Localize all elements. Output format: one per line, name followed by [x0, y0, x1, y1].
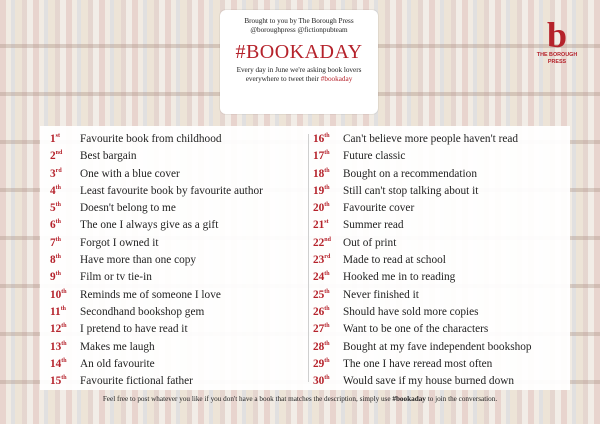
day-suffix: th — [324, 133, 330, 139]
day-suffix: th — [61, 340, 67, 347]
day-number-value: 18 — [313, 167, 325, 180]
day-number — [313, 202, 343, 214]
day-prompt: Makes me laugh — [80, 340, 155, 353]
day-prompt: Out of print — [343, 236, 397, 249]
day-row — [313, 323, 568, 340]
day-number-value: 25 — [313, 288, 325, 301]
day-number — [50, 341, 80, 353]
footer-suffix: to join the conversation. — [427, 395, 498, 403]
day-suffix: th — [324, 288, 330, 295]
day-prompt: Favourite fictional father — [80, 375, 193, 388]
day-suffix: th — [55, 219, 61, 226]
days-list-panel — [40, 126, 570, 390]
day-number-value: 14 — [50, 357, 62, 370]
day-number-value: 27 — [313, 323, 325, 336]
day-number-value: 4 — [50, 184, 56, 197]
day-suffix: th — [324, 357, 330, 364]
day-suffix: th — [61, 375, 67, 382]
day-prompt: Summer read — [343, 219, 404, 232]
day-prompt: Film or tv tie-in — [80, 271, 152, 284]
day-number — [313, 150, 343, 162]
day-number — [50, 358, 80, 370]
day-suffix: th — [60, 305, 67, 312]
column-divider — [308, 134, 309, 382]
header-description — [220, 66, 378, 84]
day-prompt: Secondhand bookshop gem — [80, 305, 205, 318]
day-number-value: 24 — [313, 271, 325, 284]
day-number — [313, 341, 343, 353]
day-prompt: An old favourite — [80, 357, 155, 370]
day-number-value: 19 — [313, 184, 325, 197]
day-number — [313, 133, 343, 145]
day-row — [313, 341, 568, 358]
day-number — [50, 375, 80, 387]
day-number — [313, 358, 343, 370]
day-row — [50, 271, 305, 288]
day-row — [313, 168, 568, 185]
day-prompt: Hooked me in to reading — [343, 271, 456, 284]
borough-press-logo — [532, 15, 582, 66]
logo-line-2: PRESS — [547, 59, 567, 65]
day-number — [50, 271, 80, 283]
day-suffix: rd — [55, 167, 62, 174]
day-number — [50, 289, 80, 301]
day-prompt: The one I always give as a gift — [80, 219, 219, 232]
day-row — [313, 202, 568, 219]
day-row — [50, 323, 305, 340]
day-number-value: 9 — [50, 271, 56, 284]
day-number-value: 15 — [50, 375, 62, 388]
day-row — [50, 254, 305, 271]
footer-prefix: Feel free to post whatever you like if you don't have a book that matches the description, simply use — [102, 395, 391, 403]
logo-letter: b — [546, 15, 568, 55]
day-row — [50, 237, 305, 254]
page-title: #BOOKADAY — [235, 41, 363, 63]
day-suffix: th — [324, 271, 330, 278]
desc-line-2 — [220, 75, 378, 84]
day-prompt: Can't believe more people haven't read — [343, 133, 519, 145]
day-number — [313, 323, 343, 335]
day-prompt: Have more than one copy — [80, 254, 197, 267]
day-row — [313, 358, 568, 375]
day-suffix: th — [324, 305, 330, 312]
day-prompt: Least favourite book by favourite author — [80, 184, 263, 197]
day-prompt: Future classic — [343, 150, 406, 163]
day-number-value: 20 — [313, 202, 325, 215]
day-number-value: 29 — [313, 357, 325, 370]
days-column-right — [313, 133, 568, 392]
day-suffix: th — [324, 340, 330, 347]
day-number-value: 10 — [50, 288, 62, 301]
day-row — [50, 150, 305, 167]
day-number — [50, 323, 80, 335]
day-prompt: Never finished it — [343, 288, 419, 301]
day-prompt: Best bargain — [80, 150, 137, 163]
brought-by-text: Brought to you by The Borough Press — [244, 17, 354, 25]
day-suffix: th — [61, 357, 67, 364]
day-number — [50, 306, 80, 318]
day-row — [50, 306, 305, 323]
day-row — [50, 341, 305, 358]
day-suffix: th — [55, 202, 61, 209]
desc-hashtag: #bookaday — [320, 75, 353, 83]
day-suffix: th — [61, 288, 67, 295]
day-suffix: th — [324, 167, 330, 174]
day-suffix: st — [324, 219, 329, 226]
day-number-value: 13 — [50, 340, 62, 353]
day-number-value: 23 — [313, 254, 325, 267]
day-number — [313, 375, 343, 387]
day-prompt: Want to be one of the characters — [343, 323, 489, 336]
day-prompt: Still can't stop talking about it — [343, 184, 479, 197]
day-number — [50, 133, 80, 145]
day-number — [50, 254, 80, 266]
day-prompt: Made to read at school — [343, 254, 446, 267]
day-suffix: th — [324, 323, 330, 330]
day-number — [313, 237, 343, 249]
day-row — [50, 168, 305, 185]
day-suffix: th — [55, 236, 61, 243]
day-row — [50, 185, 305, 202]
day-number — [313, 219, 343, 231]
desc-line-1: Every day in June we're asking book lovers — [236, 66, 362, 74]
day-number-value: 21 — [313, 219, 325, 232]
logo-line-1: THE BOROUGH — [536, 52, 578, 58]
day-prompt: Doesn't belong to me — [80, 202, 176, 215]
day-number — [50, 185, 80, 197]
day-row — [313, 150, 568, 167]
day-number — [313, 271, 343, 283]
day-number-value: 11 — [50, 305, 61, 318]
day-prompt: I pretend to have read it — [80, 323, 188, 336]
day-number-value: 26 — [313, 305, 325, 318]
day-row — [313, 289, 568, 306]
day-row — [313, 133, 568, 150]
day-number — [313, 289, 343, 301]
day-number-value: 8 — [50, 254, 56, 267]
day-prompt: Should have sold more copies — [343, 305, 479, 318]
day-number — [313, 185, 343, 197]
day-number — [50, 150, 80, 162]
day-number-value: 17 — [313, 150, 325, 163]
day-prompt: One with a blue cover — [80, 167, 180, 180]
day-suffix: th — [55, 184, 61, 191]
day-number-value: 28 — [313, 340, 325, 353]
day-suffix: th — [55, 271, 61, 278]
day-prompt: Forgot I owned it — [80, 236, 159, 249]
day-row — [313, 306, 568, 323]
day-prompt: Favourite cover — [343, 202, 415, 215]
day-prompt: Bought on a recommendation — [343, 167, 477, 180]
day-number-value: 30 — [313, 375, 325, 388]
day-prompt: Reminds me of someone I love — [80, 288, 221, 301]
day-suffix: th — [55, 254, 61, 261]
day-number — [50, 219, 80, 231]
day-suffix: th — [324, 375, 330, 382]
day-row — [50, 219, 305, 236]
day-suffix: th — [324, 184, 330, 191]
day-number — [50, 168, 80, 180]
day-number — [313, 168, 343, 180]
day-prompt: The one I have reread most often — [343, 357, 493, 370]
day-suffix: nd — [55, 150, 63, 157]
day-number-value: 6 — [50, 219, 56, 232]
day-row — [50, 133, 305, 150]
day-number-value: 1 — [50, 133, 56, 145]
day-suffix: th — [324, 202, 330, 209]
day-number — [50, 202, 80, 214]
twitter-handles: @boroughpress @fictionpubteam — [250, 26, 348, 34]
day-row — [313, 185, 568, 202]
day-number-value: 22 — [313, 236, 325, 249]
day-number-value: 16 — [313, 133, 325, 145]
day-row — [50, 375, 305, 392]
day-suffix: th — [61, 323, 67, 330]
day-suffix: th — [324, 150, 330, 157]
day-row — [313, 237, 568, 254]
day-row — [313, 219, 568, 236]
day-number-value: 5 — [50, 202, 56, 215]
day-row — [50, 289, 305, 306]
day-number-value: 2 — [50, 150, 56, 163]
day-suffix: st — [55, 133, 60, 139]
day-prompt: Favourite book from childhood — [80, 133, 222, 145]
day-suffix: nd — [324, 236, 331, 243]
day-number — [313, 254, 343, 266]
days-column-left — [50, 133, 305, 392]
day-row — [313, 375, 568, 392]
day-prompt: Would save if my house burned down — [343, 375, 515, 388]
day-row — [313, 254, 568, 271]
day-number-value: 3 — [50, 167, 56, 180]
day-number-value: 7 — [50, 236, 56, 249]
day-prompt: Bought at my fave independent bookshop — [343, 340, 532, 353]
day-row — [50, 202, 305, 219]
desc-line-2-prefix: everywhere to tweet their — [245, 75, 319, 83]
header-card — [220, 10, 378, 114]
day-row — [50, 358, 305, 375]
day-number — [50, 237, 80, 249]
day-suffix: rd — [324, 254, 331, 261]
day-number — [313, 306, 343, 318]
footer-hashtag: #bookaday — [392, 395, 426, 403]
day-row — [313, 271, 568, 288]
day-number-value: 12 — [50, 323, 62, 336]
footer-note — [0, 395, 600, 403]
